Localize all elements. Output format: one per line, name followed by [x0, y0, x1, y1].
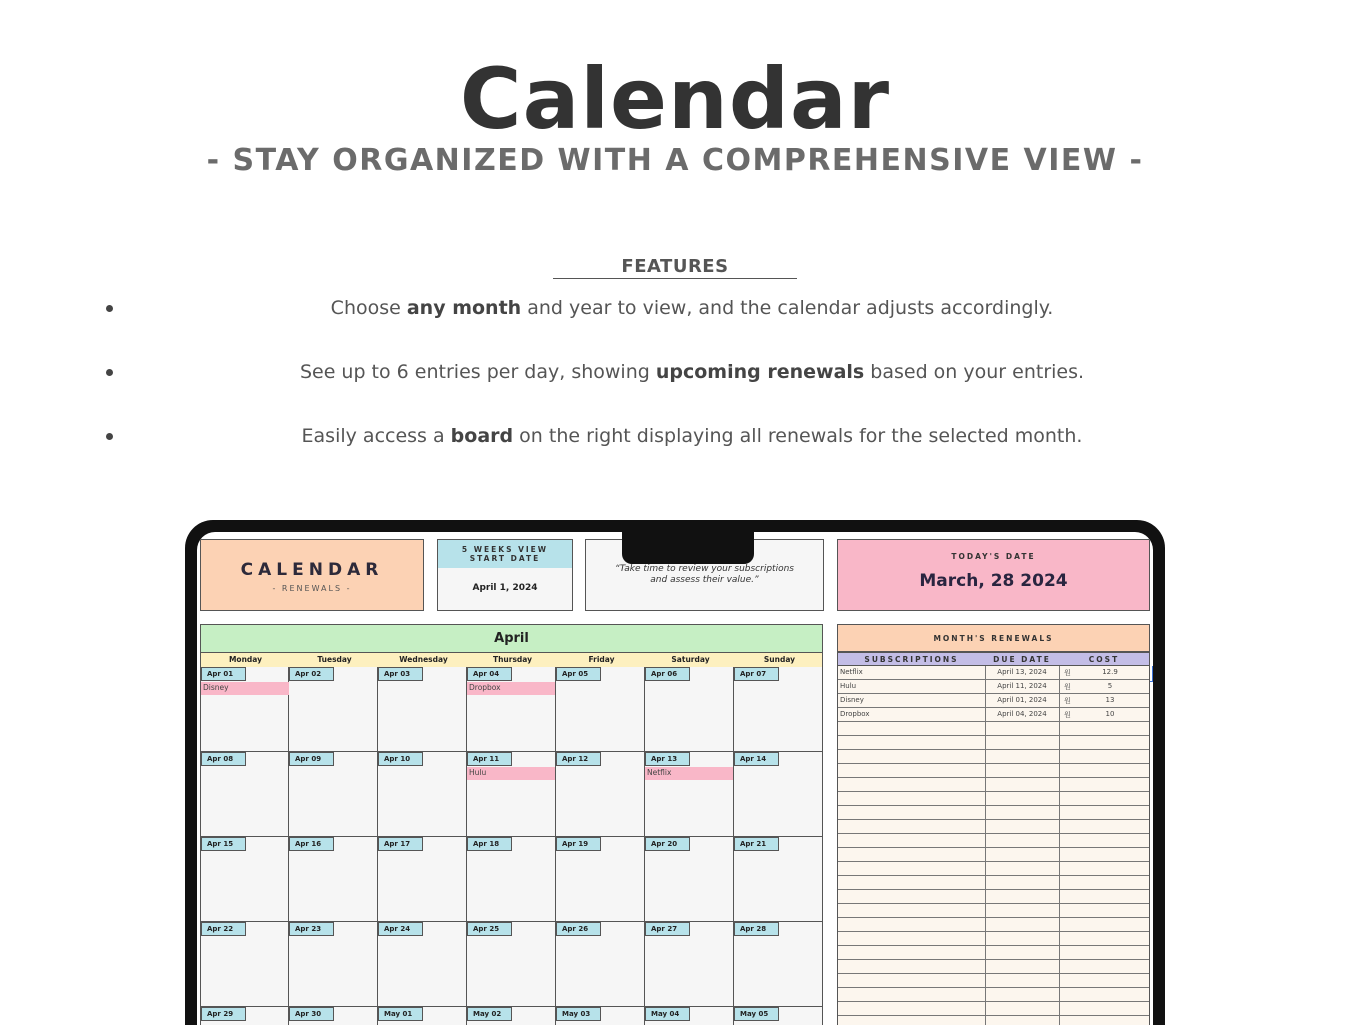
- tablet-frame: [185, 520, 1165, 1025]
- feature-text-bold: board: [450, 425, 514, 447]
- board-row[interactable]: [838, 806, 1149, 820]
- day-date-tag: Apr 10: [378, 752, 423, 766]
- board-currency: 원: [1064, 697, 1071, 705]
- calendar-day-cell[interactable]: [289, 667, 378, 752]
- board-row[interactable]: [838, 862, 1149, 876]
- board-currency: 원: [1064, 683, 1071, 691]
- calendar-title-card: [200, 539, 424, 611]
- today-date-value: March, 28 2024: [919, 571, 1068, 591]
- day-date-tag: Apr 22: [201, 922, 246, 936]
- calendar-day-cell[interactable]: [734, 752, 823, 837]
- calendar-day-cell[interactable]: [556, 922, 645, 1007]
- calendar-week-row: [200, 1007, 823, 1025]
- day-date-tag: Apr 29: [201, 1007, 246, 1021]
- day-date-tag: Apr 19: [556, 837, 601, 851]
- day-date-tag: Apr 23: [289, 922, 334, 936]
- calendar-day-cell[interactable]: [378, 752, 467, 837]
- board-row[interactable]: [838, 960, 1149, 974]
- bullet-dot: [106, 369, 113, 376]
- renewal-event[interactable]: Dropbox: [467, 682, 555, 695]
- day-date-tag: Apr 14: [734, 752, 779, 766]
- calendar-week-row: [200, 667, 823, 752]
- calendar-day-cell[interactable]: [645, 667, 734, 752]
- calendar-day-cell[interactable]: [467, 752, 556, 837]
- calendar-week-row: [200, 752, 823, 837]
- start-date-value[interactable]: April 1, 2024: [472, 583, 538, 593]
- day-date-tag: Apr 15: [201, 837, 246, 851]
- renewal-event[interactable]: Hulu: [467, 767, 555, 780]
- board-row[interactable]: [838, 904, 1149, 918]
- board-row[interactable]: [838, 736, 1149, 750]
- board-due-date: April 01, 2024: [997, 696, 1047, 704]
- feature-text-bold: any month: [406, 297, 522, 319]
- weekday-label: Monday: [228, 655, 263, 664]
- day-date-tag: Apr 12: [556, 752, 601, 766]
- calendar-card-title: CALENDAR: [240, 560, 384, 580]
- day-date-tag: Apr 27: [645, 922, 690, 936]
- day-date-tag: Apr 04: [467, 667, 512, 681]
- calendar-day-cell[interactable]: [378, 1007, 467, 1025]
- day-date-tag: Apr 11: [467, 752, 512, 766]
- weekday-label: Wednesday: [399, 655, 448, 664]
- calendar-week-row: [200, 922, 823, 1007]
- calendar-day-cell[interactable]: [645, 1007, 734, 1025]
- board-row[interactable]: [838, 666, 1149, 680]
- cell-selection-marker: [1150, 666, 1153, 682]
- calendar-day-cell[interactable]: [289, 922, 378, 1007]
- calendar-day-cell[interactable]: [467, 837, 556, 922]
- weekday-header-row: [200, 653, 823, 667]
- board-row[interactable]: [838, 876, 1149, 890]
- board-due-date: April 04, 2024: [997, 710, 1047, 718]
- calendar-day-cell[interactable]: [556, 667, 645, 752]
- renewals-board-columns: [837, 652, 1150, 666]
- calendar-day-cell[interactable]: [467, 667, 556, 752]
- board-row[interactable]: [838, 848, 1149, 862]
- features-heading: FEATURES: [553, 256, 797, 279]
- day-date-tag: May 01: [378, 1007, 423, 1021]
- board-row[interactable]: [838, 792, 1149, 806]
- board-row[interactable]: [838, 1016, 1149, 1025]
- weekday-label: Tuesday: [317, 655, 352, 664]
- day-date-tag: Apr 28: [734, 922, 779, 936]
- calendar-day-cell[interactable]: [200, 1007, 289, 1025]
- start-date-card: [437, 539, 573, 611]
- day-date-tag: Apr 20: [645, 837, 690, 851]
- calendar-day-cell[interactable]: [734, 837, 823, 922]
- start-date-label: [438, 540, 572, 568]
- day-date-tag: May 04: [645, 1007, 690, 1021]
- board-cost: 13: [1105, 696, 1115, 704]
- day-date-tag: May 03: [556, 1007, 601, 1021]
- feature-text-post: on the right displaying all renewals for the selected month.: [513, 425, 1083, 447]
- start-date-label-line2: START DATE: [469, 554, 541, 563]
- day-date-tag: Apr 18: [467, 837, 512, 851]
- day-date-tag: Apr 02: [289, 667, 334, 681]
- board-column-header: COST: [1088, 655, 1120, 664]
- calendar-week-row: [200, 837, 823, 922]
- board-subscription-name: Netflix: [840, 668, 863, 676]
- calendar-day-cell[interactable]: [378, 837, 467, 922]
- calendar-day-cell[interactable]: [289, 752, 378, 837]
- board-row[interactable]: [838, 988, 1149, 1002]
- day-date-tag: Apr 09: [289, 752, 334, 766]
- day-date-tag: Apr 30: [289, 1007, 334, 1021]
- day-date-tag: Apr 26: [556, 922, 601, 936]
- today-date-label: TODAY'S DATE: [951, 552, 1036, 561]
- day-date-tag: Apr 13: [645, 752, 690, 766]
- calendar-day-cell[interactable]: [734, 1007, 823, 1025]
- day-date-tag: Apr 24: [378, 922, 423, 936]
- feature-text-post: and year to view, and the calendar adjusts accordingly.: [521, 297, 1054, 319]
- board-row[interactable]: [838, 680, 1149, 694]
- month-header: April: [200, 624, 823, 653]
- board-row[interactable]: [838, 750, 1149, 764]
- weekday-label: Friday: [588, 655, 615, 664]
- board-row[interactable]: [838, 722, 1149, 736]
- calendar-day-cell[interactable]: [645, 752, 734, 837]
- weekday-label: Sunday: [763, 655, 796, 664]
- board-subscription-name: Disney: [840, 696, 864, 704]
- board-cost: 12.9: [1102, 668, 1118, 676]
- calendar-day-cell[interactable]: [556, 752, 645, 837]
- board-subscription-name: Hulu: [840, 682, 857, 690]
- feature-text: [150, 297, 1234, 319]
- board-due-date: April 11, 2024: [997, 682, 1047, 690]
- day-date-tag: Apr 07: [734, 667, 779, 681]
- board-currency: 원: [1064, 669, 1071, 677]
- calendar-day-cell[interactable]: [378, 667, 467, 752]
- calendar-day-cell[interactable]: [556, 1007, 645, 1025]
- calendar-day-cell[interactable]: [200, 752, 289, 837]
- board-column-header: DUE DATE: [993, 655, 1051, 664]
- board-row[interactable]: [838, 694, 1149, 708]
- board-row[interactable]: [838, 778, 1149, 792]
- board-row[interactable]: [838, 890, 1149, 904]
- day-date-tag: Apr 01: [201, 667, 246, 681]
- calendar-card-subtitle: - RENEWALS -: [272, 584, 352, 593]
- feature-text: [150, 361, 1234, 383]
- camera-notch: [622, 532, 754, 564]
- feature-text-pre: See up to 6 entries per day, showing: [299, 361, 656, 383]
- feature-text-post: based on your entries.: [864, 361, 1085, 383]
- renewal-event[interactable]: Netflix: [645, 767, 733, 780]
- quote-card: “Take time to review your subscriptions and assess their value.”: [585, 539, 824, 611]
- calendar-day-cell[interactable]: [200, 837, 289, 922]
- feature-text-pre: Easily access a: [301, 425, 451, 447]
- page-title: Calendar: [459, 50, 891, 148]
- board-row[interactable]: [838, 708, 1149, 722]
- calendar-day-cell[interactable]: [289, 1007, 378, 1025]
- board-column-header: SUBSCRIPTIONS: [864, 655, 959, 664]
- board-cost: 10: [1105, 710, 1115, 718]
- renewals-board-body: [837, 666, 1150, 1025]
- board-row[interactable]: [838, 764, 1149, 778]
- calendar-day-cell[interactable]: [556, 837, 645, 922]
- calendar-day-cell[interactable]: [467, 922, 556, 1007]
- board-row[interactable]: [838, 932, 1149, 946]
- renewals-board-title: MONTH'S RENEWALS: [837, 624, 1150, 652]
- feature-text-pre: Choose: [330, 297, 407, 319]
- board-row[interactable]: [838, 820, 1149, 834]
- calendar-day-cell[interactable]: [734, 922, 823, 1007]
- start-date-label-line1: 5 WEEKS VIEW: [461, 545, 549, 554]
- feature-text: [150, 425, 1234, 447]
- day-date-tag: Apr 25: [467, 922, 512, 936]
- board-cost: 5: [1107, 682, 1113, 690]
- day-date-tag: Apr 16: [289, 837, 334, 851]
- day-date-tag: Apr 08: [201, 752, 246, 766]
- calendar-day-cell[interactable]: [378, 922, 467, 1007]
- calendar-day-cell[interactable]: [467, 1007, 556, 1025]
- calendar-day-cell[interactable]: [289, 837, 378, 922]
- bullet-dot: [106, 433, 113, 440]
- weekday-label: Thursday: [492, 655, 533, 664]
- day-date-tag: Apr 17: [378, 837, 423, 851]
- weekday-label: Saturday: [671, 655, 710, 664]
- board-row[interactable]: [838, 834, 1149, 848]
- spreadsheet-screen: [197, 532, 1153, 1025]
- day-date-tag: Apr 03: [378, 667, 423, 681]
- day-date-tag: May 05: [734, 1007, 779, 1021]
- day-date-tag: Apr 06: [645, 667, 690, 681]
- day-date-tag: May 02: [467, 1007, 512, 1021]
- renewal-event[interactable]: Disney: [201, 682, 289, 695]
- board-row[interactable]: [838, 946, 1149, 960]
- bullet-dot: [106, 305, 113, 312]
- board-row[interactable]: [838, 974, 1149, 988]
- calendar-day-cell[interactable]: [200, 667, 289, 752]
- board-currency: 원: [1064, 711, 1071, 719]
- day-date-tag: Apr 05: [556, 667, 601, 681]
- calendar-day-cell[interactable]: [645, 837, 734, 922]
- day-date-tag: Apr 21: [734, 837, 779, 851]
- calendar-day-cell[interactable]: [200, 922, 289, 1007]
- calendar-day-cell[interactable]: [734, 667, 823, 752]
- board-row[interactable]: [838, 1002, 1149, 1016]
- today-date-card: [837, 539, 1150, 611]
- board-subscription-name: Dropbox: [840, 710, 870, 718]
- board-due-date: April 13, 2024: [997, 668, 1047, 676]
- page-subtitle: - STAY ORGANIZED WITH A COMPREHENSIVE VIEW -: [206, 143, 1144, 178]
- calendar-day-cell[interactable]: [645, 922, 734, 1007]
- feature-text-bold: upcoming renewals: [655, 361, 865, 383]
- board-row[interactable]: [838, 918, 1149, 932]
